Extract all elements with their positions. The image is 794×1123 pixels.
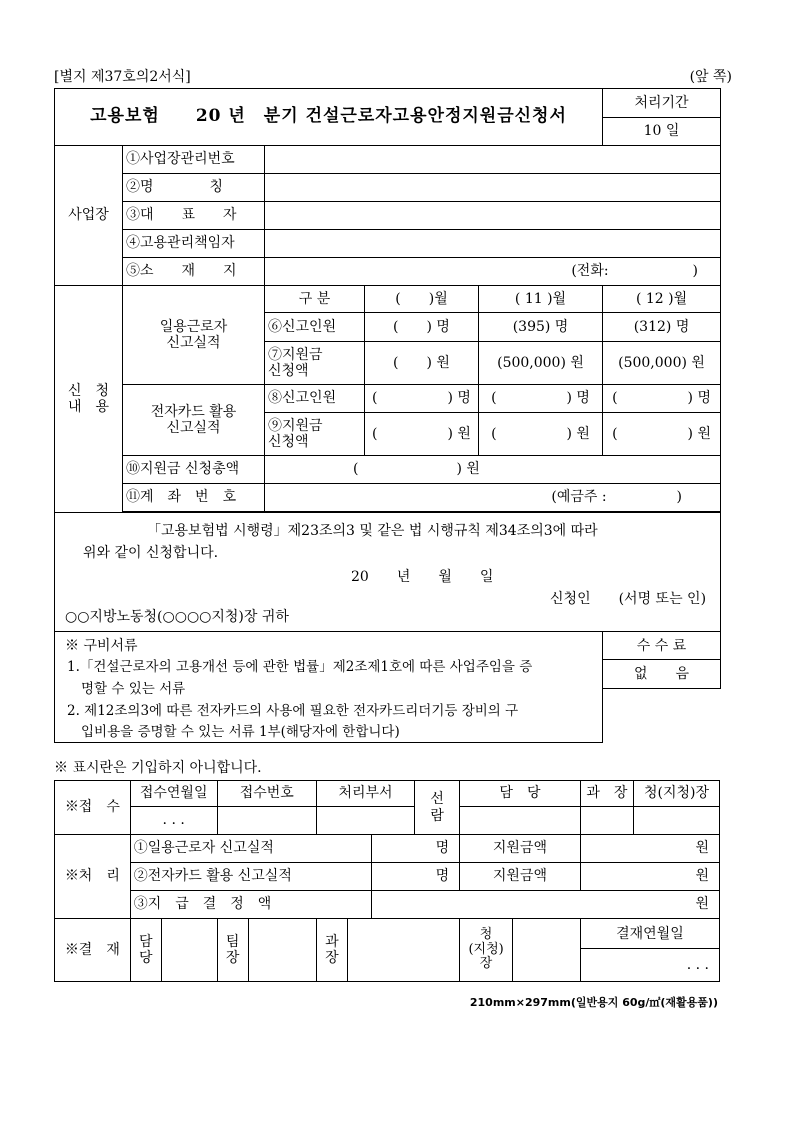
workplace-section-label: 사업장 (55, 146, 123, 286)
applicant-signature[interactable]: 신청인 (서명 또는 인) (550, 591, 707, 607)
daily-subsidy-amount-label: ⑦지원금 신청액 (265, 342, 365, 385)
workplace-name-label: ②명 칭 (123, 174, 265, 202)
process-daily-amount-unit[interactable]: 원 (580, 835, 719, 863)
card-count-month-1[interactable]: ( ) 명 (365, 385, 479, 413)
approver-chief-sign[interactable] (580, 807, 633, 835)
review-label: 선 람 (415, 781, 460, 835)
declaration-line-2: 위와 같이 신청합니다. (83, 545, 219, 561)
office-use-note: ※ 표시란은 기입하지 아니합니다. (54, 760, 262, 776)
processing-period-label: 처리기간 (603, 89, 721, 118)
process-card-amount-label: 지원금액 (460, 863, 581, 891)
paper-spec: 210mm×297mm(일반용지 60g/㎡(재활용품)) (469, 996, 718, 1009)
card-amount-month-2[interactable]: ( ) 원 (479, 413, 603, 456)
daily-header-month-3: ( 12 )월 (603, 286, 721, 313)
process-label: ※처 리 (55, 835, 131, 919)
required-documents-title: ※ 구비서류 (65, 638, 138, 654)
card-amount-month-3[interactable]: ( ) 원 (603, 413, 721, 456)
card-amount-month-1[interactable]: ( ) 원 (365, 413, 479, 456)
representative-field[interactable] (265, 202, 721, 230)
process-daily-unit[interactable]: 명 (372, 835, 460, 863)
representative-label: ③대 표 자 (123, 202, 265, 230)
approval-section-chief-sign[interactable] (348, 919, 459, 981)
approval-date-label: 결재연월일 (580, 919, 719, 949)
card-count-month-2[interactable]: ( ) 명 (479, 385, 603, 413)
daily-workers-label: 일용근로자 신고실적 (123, 286, 265, 385)
document-1-line-1: 1.「건설근로자의 고용개선 등에 관한 법률」제2조제1호에 따른 사업주임을 증 (67, 659, 533, 675)
daily-header-month-2: ( 11 )월 (479, 286, 603, 313)
application-form-table (54, 88, 721, 743)
form-title: 고용보험 20 년 분기 건설근로자고용안정지원금신청서 (55, 89, 603, 146)
office-use-table (54, 780, 720, 982)
document-1-line-2: 명할 수 있는 서류 (81, 681, 186, 697)
address-field[interactable]: (전화: ) (265, 258, 721, 286)
form-number: [별지 제37호의2서식] (54, 69, 191, 85)
approval-staff-sign[interactable] (162, 919, 217, 981)
approval-role-staff: 담 당 (131, 919, 162, 981)
approver-director-header: 청(지청)장 (634, 781, 720, 807)
total-amount-label: ⑩지원금 신청총액 (123, 456, 265, 484)
card-subsidy-amount-label: ⑨지원금 신청액 (265, 413, 365, 456)
process-card-label: ②전자카드 활용 신고실적 (130, 863, 371, 891)
e-card-label: 전자카드 활용 신고실적 (123, 385, 265, 456)
document-2-line-2: 입비용을 증명할 수 있는 서류 1부(해당자에 한합니다) (81, 724, 400, 740)
card-count-month-3[interactable]: ( ) 명 (603, 385, 721, 413)
daily-amount-month-2[interactable]: (500,000) 원 (479, 342, 603, 385)
daily-count-month-2[interactable]: (395) 명 (479, 313, 603, 342)
approver-staff-header: 담 당 (460, 781, 581, 807)
receipt-number-field[interactable] (217, 807, 316, 835)
application-section-label: 신 청 내 용 (55, 286, 123, 513)
document-2-line-1: 2. 제12조의3에 따른 전자카드의 사용에 필요한 전자카드리더기등 장비의 구 (67, 703, 519, 719)
fee-label: 수 수 료 (603, 632, 721, 660)
processing-dept-header: 처리부서 (316, 781, 414, 807)
daily-amount-month-3[interactable]: (500,000) 원 (603, 342, 721, 385)
process-daily-label: ①일용근로자 신고실적 (130, 835, 371, 863)
application-date[interactable]: 20 년 월 일 (351, 569, 494, 585)
approver-director-sign[interactable] (634, 807, 720, 835)
addressee: ○○지방노동청(○○○○지청)장 귀하 (65, 609, 289, 625)
daily-header-division: 구 분 (265, 286, 365, 313)
account-number-label: ⑪계 좌 번 호 (123, 484, 265, 512)
employment-manager-field[interactable] (265, 230, 721, 258)
account-number-field[interactable]: (예금주 : ) (265, 484, 721, 512)
daily-header-month-1: ( )월 (365, 286, 479, 313)
receipt-label: ※접 수 (55, 781, 131, 835)
workplace-id-field[interactable] (265, 146, 721, 174)
receipt-date-field[interactable]: . . . (130, 807, 217, 835)
approval-role-section-chief: 과 장 (317, 919, 348, 981)
daily-count-month-3[interactable]: (312) 명 (603, 313, 721, 342)
employment-manager-label: ④고용관리책임자 (123, 230, 265, 258)
process-card-unit[interactable]: 명 (372, 863, 460, 891)
processing-period-value: 10 일 (603, 118, 721, 146)
payment-decision-unit[interactable]: 원 (372, 891, 720, 919)
required-documents (55, 632, 602, 742)
workplace-name-field[interactable] (265, 174, 721, 202)
processing-dept-field[interactable] (316, 807, 414, 835)
approval-director-sign[interactable] (513, 919, 580, 981)
declaration-area (55, 513, 720, 631)
daily-count-month-1[interactable]: ( ) 명 (365, 313, 479, 342)
page-side-label: (앞 쪽) (689, 69, 732, 85)
receipt-number-header: 접수번호 (217, 781, 316, 807)
approval-role-team-leader: 팀 장 (218, 919, 249, 981)
approver-staff-sign[interactable] (460, 807, 581, 835)
address-label: ⑤소 재 지 (123, 258, 265, 286)
payment-decision-label: ③지 급 결 정 액 (130, 891, 371, 919)
process-card-amount-unit[interactable]: 원 (580, 863, 719, 891)
approval-date-field[interactable]: . . . (580, 949, 719, 982)
approval-role-director: 청 (지청) 장 (460, 919, 513, 981)
daily-reported-count-label: ⑥신고인원 (265, 313, 365, 342)
card-reported-count-label: ⑧신고인원 (265, 385, 365, 413)
daily-amount-month-1[interactable]: ( ) 원 (365, 342, 479, 385)
receipt-date-header: 접수연월일 (130, 781, 217, 807)
approval-label: ※결 재 (55, 919, 131, 982)
total-amount-field[interactable]: ( ) 원 (265, 456, 721, 484)
approval-team-leader-sign[interactable] (249, 919, 316, 981)
workplace-id-label: ①사업장관리번호 (123, 146, 265, 174)
fee-value: 없 음 (603, 660, 721, 688)
process-daily-amount-label: 지원금액 (460, 835, 581, 863)
approver-section-chief-header: 과 장 (580, 781, 633, 807)
declaration-line-1: 「고용보험법 시행령」제23조의3 및 같은 법 시행규칙 제34조의3에 따라 (147, 523, 598, 539)
